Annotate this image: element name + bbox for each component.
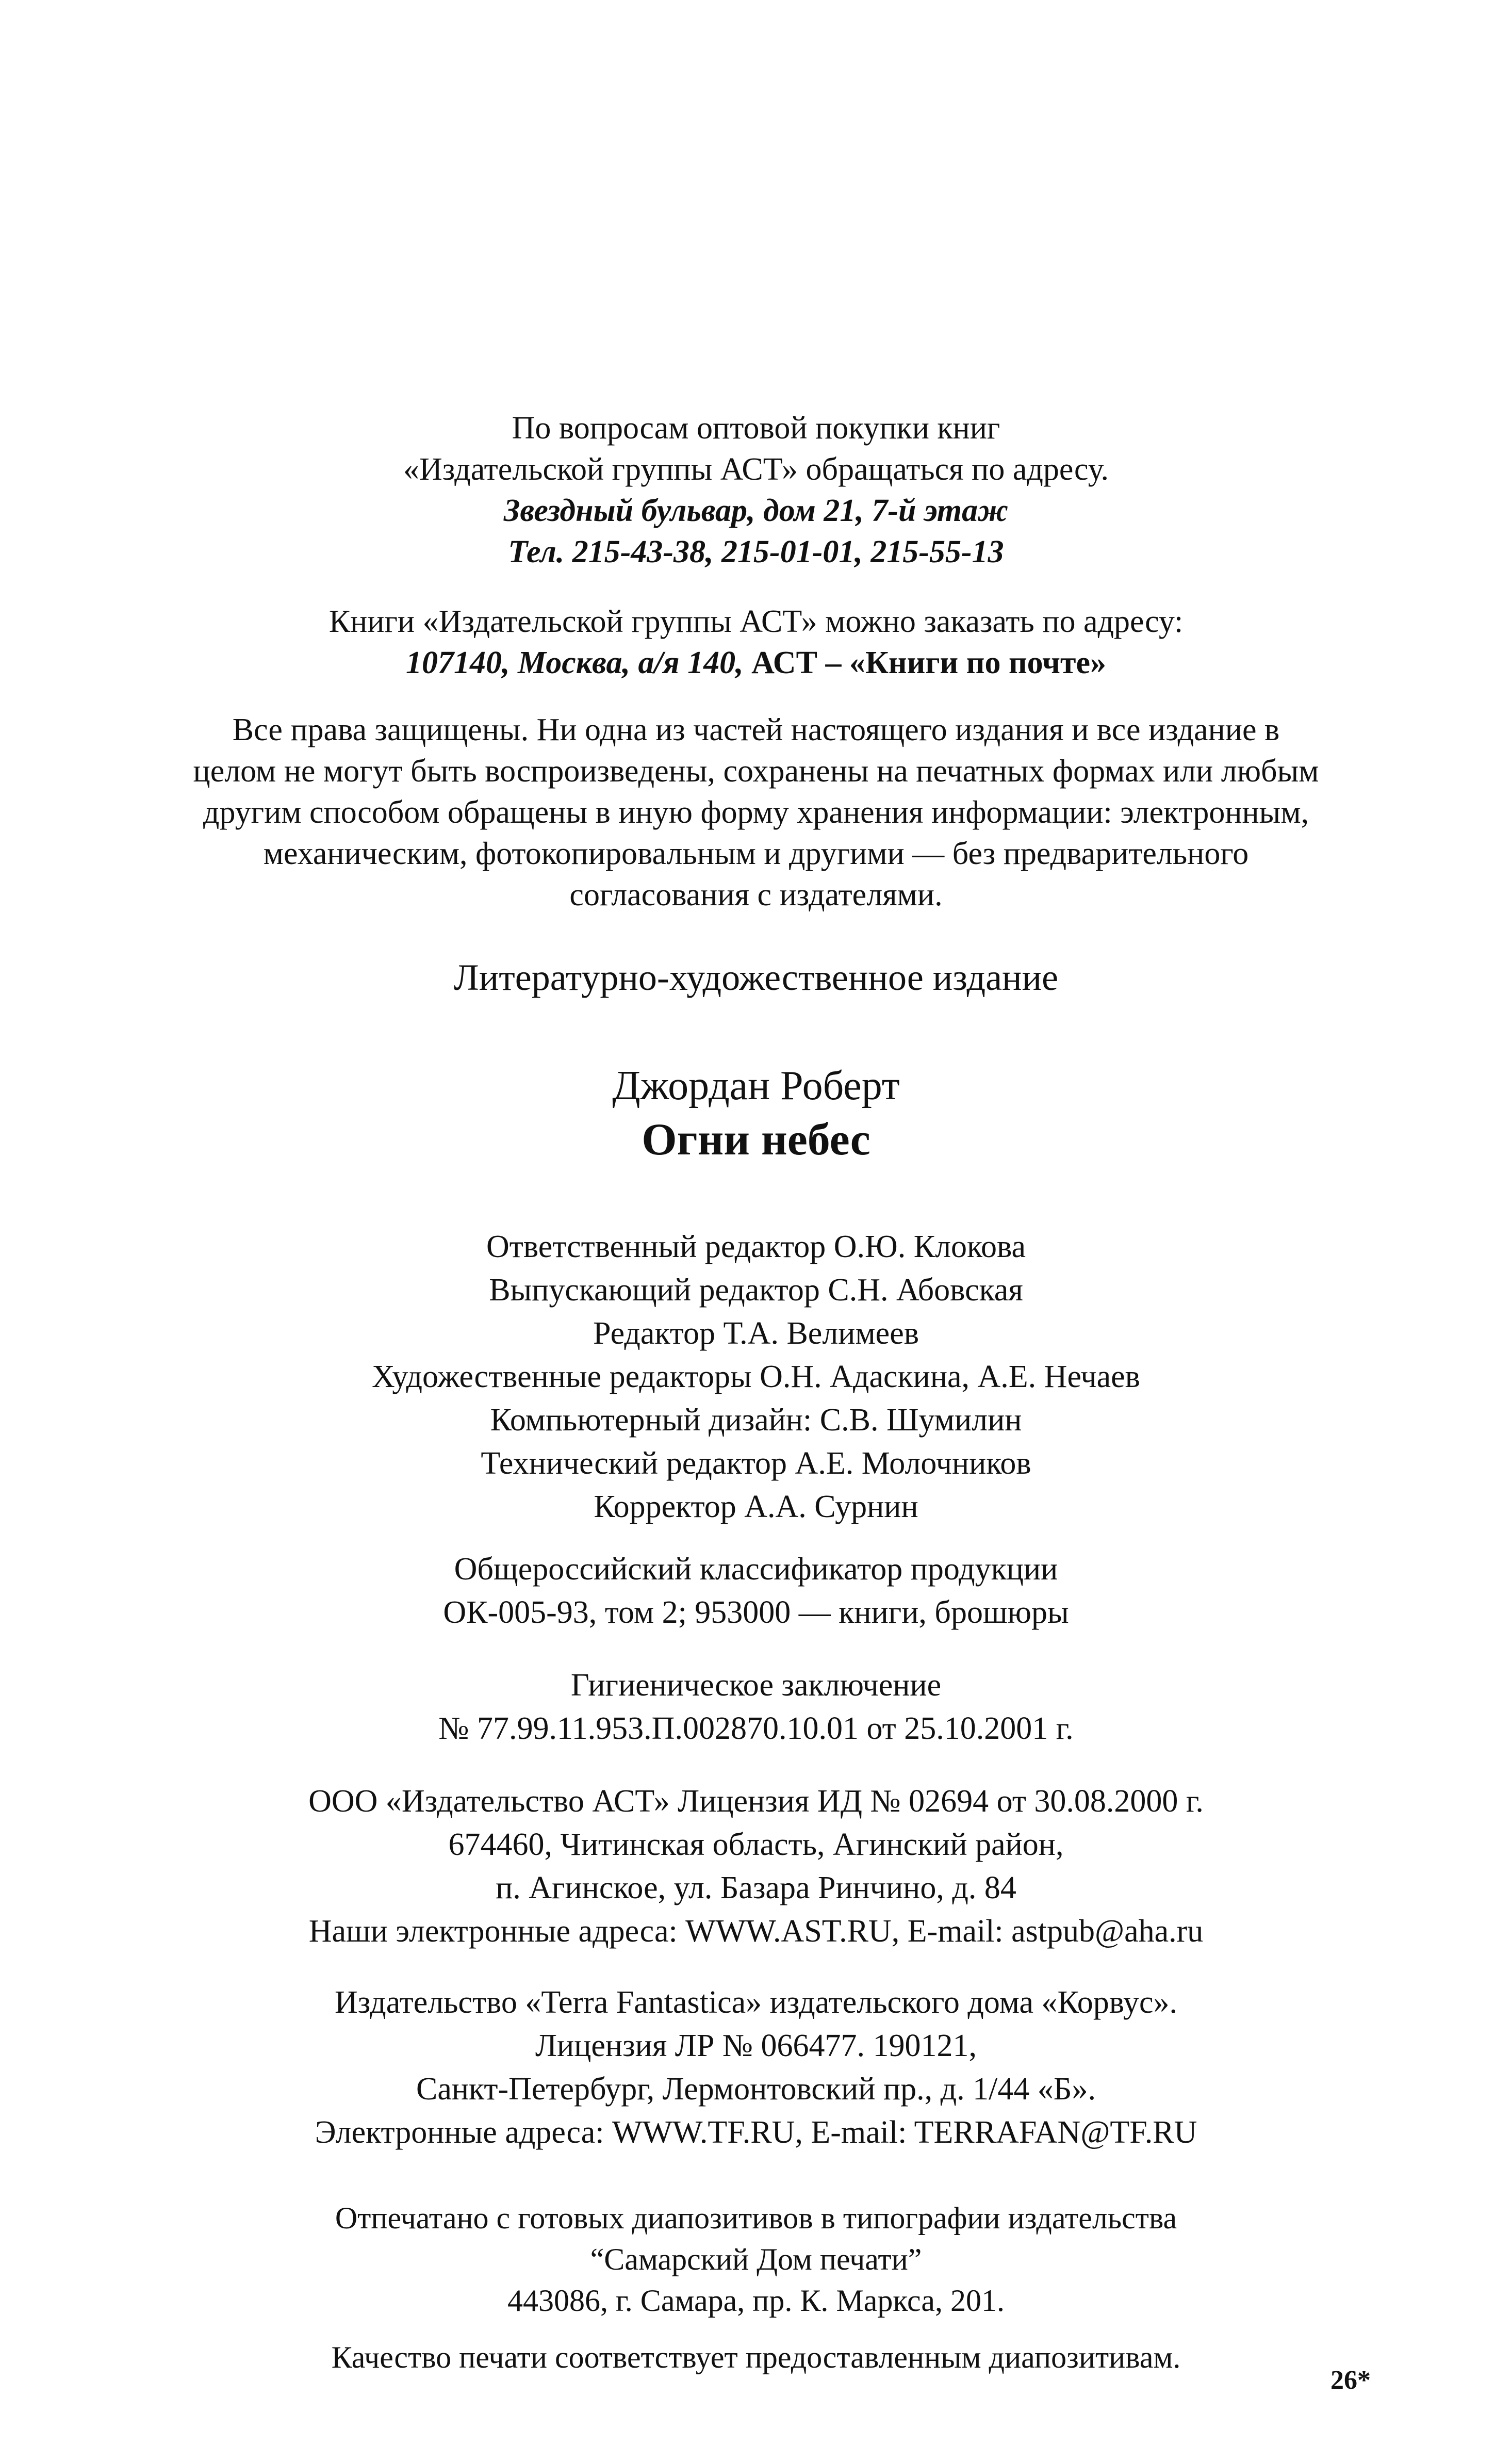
order-line-1: Книги «Издательской группы АСТ» можно заказать по адресу: (328, 604, 1184, 639)
mail-order-block (0, 601, 1512, 683)
staff-line: Выпускающий редактор С.Н. Абовская (489, 1273, 1023, 1308)
book-title: Огни небес (642, 1115, 870, 1165)
tf-line: Санкт-Петербург, Лермонтовский пр., д. 1/44 «Б». (416, 2072, 1096, 2107)
edition-type: Литературно-художественное издание (453, 957, 1059, 998)
ast-line: Наши электронные адреса: WWW.AST.RU, E-mail: astpub@aha.ru (308, 1914, 1204, 1949)
classifier-line: ОК-005-93, том 2; 953000 — книги, брошюры (443, 1595, 1069, 1630)
wholesale-line-2: «Издательской группы АСТ» обращаться по адресу. (403, 452, 1109, 487)
staff-line: Ответственный редактор О.Ю. Клокова (486, 1229, 1026, 1264)
editorial-staff-list (0, 1225, 1512, 1528)
ast-publisher-info (0, 1780, 1512, 1953)
staff-line: Компьютерный дизайн: С.В. Шумилин (490, 1403, 1022, 1438)
rights-line: другим способом обращены в иную форму хранения информации: электронным, (203, 795, 1309, 830)
order-address-bold: АСТ – «Книги по почте» (751, 645, 1106, 680)
ast-line: п. Агинское, ул. Базара Ринчино, д. 84 (496, 1870, 1016, 1905)
product-classifier (0, 1547, 1512, 1634)
copyright-notice (0, 709, 1512, 916)
rights-line: целом не могут быть воспроизведены, сохранены на печатных формах или любым (193, 754, 1319, 789)
page-number: 26* (1330, 2366, 1371, 2395)
order-address-line (0, 642, 1512, 683)
ast-line: ООО «Издательство АСТ» Лицензия ИД № 02694 от 30.08.2000 г. (308, 1784, 1204, 1819)
staff-line: Художественные редакторы О.Н. Адаскина, А.Е. Нечаев (372, 1359, 1140, 1394)
wholesale-contact-block (0, 408, 1512, 573)
wholesale-address: Звездный бульвар, дом 21, 7-й этаж (503, 493, 1009, 528)
print-quality-note: Качество печати соответствует предоставленным диапозитивам. (331, 2340, 1181, 2374)
printing-info (0, 2197, 1512, 2378)
staff-line: Редактор Т.А. Велимеев (593, 1316, 919, 1351)
printing-line: “Самарский Дом печати” (590, 2242, 922, 2276)
tf-line: Лицензия ЛР № 066477. 190121, (535, 2028, 977, 2063)
hygiene-line: Гигиеническое заключение (570, 1668, 942, 1703)
author-name: Джордан Роберт (612, 1063, 900, 1109)
rights-line: согласования с издателями. (569, 877, 943, 912)
rights-line: механическим, фотокопировальным и другими — без предварительного (263, 836, 1249, 871)
rights-line: Все права защищены. Ни одна из частей настоящего издания и все издание в (232, 712, 1280, 747)
order-address-italic: 107140, Москва, а/я 140, (405, 645, 744, 680)
terra-fantastica-info (0, 1981, 1512, 2154)
hygiene-line: № 77.99.11.953.П.002870.10.01 от 25.10.2001 г. (438, 1711, 1074, 1746)
staff-line: Технический редактор А.Е. Молочников (481, 1446, 1031, 1481)
tf-line: Издательство «Terra Fantastica» издательского дома «Корвус». (335, 1985, 1177, 2020)
printing-line: 443086, г. Самара, пр. К. Маркса, 201. (507, 2284, 1005, 2318)
hygiene-certificate (0, 1664, 1512, 1750)
classifier-line: Общероссийский классификатор продукции (454, 1552, 1058, 1587)
ast-line: 674460, Читинская область, Агинский район, (448, 1827, 1064, 1862)
wholesale-phones: Тел. 215-43-38, 215-01-01, 215-55-13 (508, 534, 1004, 569)
staff-line: Корректор А.А. Сурнин (594, 1489, 918, 1524)
tf-line: Электронные адреса: WWW.TF.RU, E-mail: TERRAFAN@TF.RU (315, 2115, 1197, 2150)
wholesale-line-1: По вопросам оптовой покупки книг (512, 411, 1000, 446)
printing-line: Отпечатано с готовых диапозитивов в типографии издательства (335, 2201, 1177, 2235)
